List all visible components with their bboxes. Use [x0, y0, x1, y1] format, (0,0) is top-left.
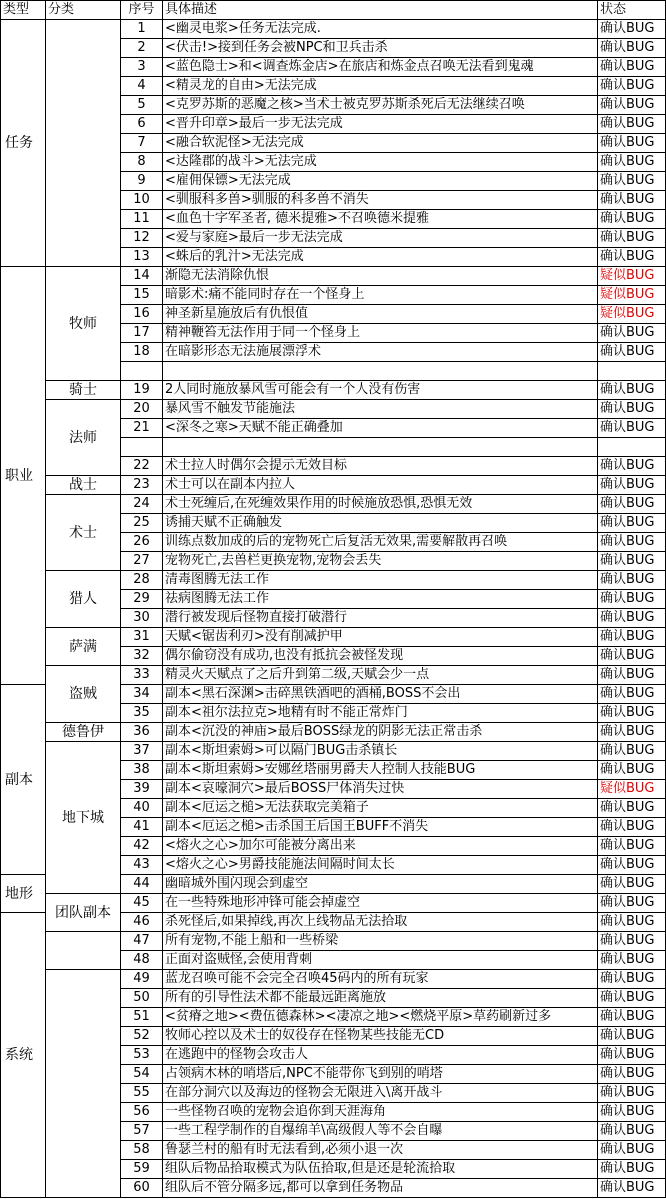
- row-description: [163, 438, 598, 457]
- table-row: [1, 476, 666, 495]
- row-number: 25: [121, 514, 163, 533]
- row-description: 副本<厄运之槌>击杀国王后国王BUFF不消失: [163, 818, 598, 837]
- row-number: 38: [121, 761, 163, 780]
- row-number: 55: [121, 1084, 163, 1103]
- row-number: 28: [121, 571, 163, 590]
- row-status: 确认BUG: [598, 96, 666, 115]
- row-number: [121, 438, 163, 457]
- row-description: 清毒图腾无法工作: [163, 571, 598, 590]
- row-number: 23: [121, 476, 163, 495]
- row-number: 13: [121, 248, 163, 267]
- row-number: 32: [121, 647, 163, 666]
- header-description: 具体描述: [163, 1, 598, 20]
- category-cell: 萨满: [46, 628, 121, 666]
- header-type: 类型: [1, 1, 46, 20]
- row-description: <幽灵电浆>任务无法完成.: [163, 20, 598, 39]
- category-cell: 术士: [46, 495, 121, 571]
- category-cell: 地下城: [46, 742, 121, 894]
- row-description: 在逃跑中的怪物会攻击人: [163, 1046, 598, 1065]
- row-number: 9: [121, 172, 163, 191]
- row-description: <血色十字军圣者, 德米提雅>不召唤德米提雅: [163, 210, 598, 229]
- row-status: 确认BUG: [598, 248, 666, 267]
- row-status: 确认BUG: [598, 172, 666, 191]
- row-description: [163, 362, 598, 381]
- table-row: [1, 666, 666, 685]
- row-description: 渐隐无法消除仇恨: [163, 267, 598, 286]
- row-description: 潜行被发现后怪物直接打破潜行: [163, 609, 598, 628]
- table-row: [1, 932, 666, 951]
- row-description: 正面对盗贼怪,会使用背刺: [163, 951, 598, 970]
- type-cell: 职业: [1, 267, 46, 685]
- row-status: 确认BUG: [598, 761, 666, 780]
- row-status: 确认BUG: [598, 210, 666, 229]
- row-number: 16: [121, 305, 163, 324]
- row-description: 2人同时施放暴风雪可能会有一个人没有伤害: [163, 381, 598, 400]
- row-status: 疑似BUG: [598, 780, 666, 799]
- row-number: 33: [121, 666, 163, 685]
- row-status: 确认BUG: [598, 989, 666, 1008]
- row-number: 60: [121, 1179, 163, 1198]
- row-description: 组队后不管分隔多远,都可以拿到任务物品: [163, 1179, 598, 1198]
- row-description: 天赋<锯齿利刃>没有削减护甲: [163, 628, 598, 647]
- table-body: [1, 20, 666, 1198]
- row-number: 15: [121, 286, 163, 305]
- row-number: 30: [121, 609, 163, 628]
- category-cell: [46, 20, 121, 267]
- row-number: 3: [121, 58, 163, 77]
- row-description: 训练点数加成的后的宠物死亡后复活无效果,需要解散再召唤: [163, 533, 598, 552]
- row-status: 确认BUG: [598, 552, 666, 571]
- row-status: 确认BUG: [598, 913, 666, 932]
- row-status: 确认BUG: [598, 590, 666, 609]
- row-number: 6: [121, 115, 163, 134]
- header-row: [1, 1, 666, 20]
- row-description: 在一些特殊地形冲锋可能会掉虚空: [163, 894, 598, 913]
- row-description: 所有宠物,不能上船和一些桥梁: [163, 932, 598, 951]
- category-cell: [46, 970, 121, 1198]
- row-status: 确认BUG: [598, 381, 666, 400]
- category-cell: 战士: [46, 476, 121, 495]
- row-description: 在暗影形态无法施展漂浮术: [163, 343, 598, 362]
- row-status: 确认BUG: [598, 533, 666, 552]
- row-number: 1: [121, 20, 163, 39]
- row-status: 确认BUG: [598, 1160, 666, 1179]
- row-status: 确认BUG: [598, 742, 666, 761]
- table-row: [1, 894, 666, 913]
- row-description: <蓝色隐士>和<调查炼金店>在旅店和炼金点召唤无法看到鬼魂: [163, 58, 598, 77]
- row-number: 5: [121, 96, 163, 115]
- category-cell: 骑士: [46, 381, 121, 400]
- row-status: 确认BUG: [598, 970, 666, 989]
- row-number: 18: [121, 343, 163, 362]
- row-description: <熔火之心>加尔可能被分离出来: [163, 837, 598, 856]
- row-number: 12: [121, 229, 163, 248]
- row-description: <晋升印章>最后一步无法完成: [163, 115, 598, 134]
- row-description: 副本<沉没的神庙>最后BOSS绿龙的阴影无法正常击杀: [163, 723, 598, 742]
- row-status: 确认BUG: [598, 1027, 666, 1046]
- row-status: 确认BUG: [598, 39, 666, 58]
- row-status: 确认BUG: [598, 476, 666, 495]
- category-cell: 牧师: [46, 267, 121, 381]
- row-status: 疑似BUG: [598, 286, 666, 305]
- row-description: 蓝龙召唤可能不会完全召唤45码内的所有玩家: [163, 970, 598, 989]
- row-description: 副本<哀嚎洞穴>最后BOSS尸体消失过快: [163, 780, 598, 799]
- row-number: 45: [121, 894, 163, 913]
- row-description: 组队后物品拾取模式为队伍拾取,但是还是轮流拾取: [163, 1160, 598, 1179]
- row-description: 牧师心控以及术士的奴役存在怪物某些技能无CD: [163, 1027, 598, 1046]
- row-description: 鲁瑟兰村的船有时无法看到,必须小退一次: [163, 1141, 598, 1160]
- row-status: 确认BUG: [598, 1008, 666, 1027]
- row-status: 确认BUG: [598, 1141, 666, 1160]
- row-status: 确认BUG: [598, 115, 666, 134]
- table-row: [1, 267, 666, 286]
- row-number: 7: [121, 134, 163, 153]
- row-status: 确认BUG: [598, 932, 666, 951]
- row-description: <精灵龙的自由>无法完成: [163, 77, 598, 96]
- row-number: 54: [121, 1065, 163, 1084]
- row-description: <伏击!>接到任务会被NPC和卫兵击杀: [163, 39, 598, 58]
- row-number: 43: [121, 856, 163, 875]
- row-status: 确认BUG: [598, 324, 666, 343]
- row-number: 37: [121, 742, 163, 761]
- row-number: 2: [121, 39, 163, 58]
- row-number: 42: [121, 837, 163, 856]
- row-status: 确认BUG: [598, 951, 666, 970]
- row-status: 确认BUG: [598, 229, 666, 248]
- row-number: 27: [121, 552, 163, 571]
- header-category: 分类: [46, 1, 121, 20]
- row-description: 偶尔偷窃没有成功,也没有抵抗会被怪发现: [163, 647, 598, 666]
- category-cell: 团队副本: [46, 894, 121, 932]
- row-description: 幽暗城外围闪现会到虚空: [163, 875, 598, 894]
- row-description: <达隆郡的战斗>无法完成: [163, 153, 598, 172]
- header-number: 序号: [121, 1, 163, 20]
- row-description: 暗影术:痛不能同时存在一个怪身上: [163, 286, 598, 305]
- row-number: 36: [121, 723, 163, 742]
- row-number: 34: [121, 685, 163, 704]
- row-status: 确认BUG: [598, 514, 666, 533]
- row-status: 确认BUG: [598, 818, 666, 837]
- table-row: [1, 20, 666, 39]
- row-number: 41: [121, 818, 163, 837]
- row-number: 24: [121, 495, 163, 514]
- row-status: [598, 438, 666, 457]
- row-status: 确认BUG: [598, 20, 666, 39]
- row-description: <贫瘠之地><费伍德森林><凄凉之地><燃烧平原>草药刷新过多: [163, 1008, 598, 1027]
- row-number: 46: [121, 913, 163, 932]
- row-status: 确认BUG: [598, 723, 666, 742]
- row-description: 所有的引导性法术都不能最远距离施放: [163, 989, 598, 1008]
- row-number: 17: [121, 324, 163, 343]
- row-number: [121, 362, 163, 381]
- row-description: 术士可以在副本内拉人: [163, 476, 598, 495]
- row-number: 59: [121, 1160, 163, 1179]
- row-number: 29: [121, 590, 163, 609]
- type-cell: 地形: [1, 875, 46, 913]
- table-row: [1, 400, 666, 419]
- row-description: 精神鞭笞无法作用于同一个怪身上: [163, 324, 598, 343]
- row-number: 10: [121, 191, 163, 210]
- row-description: <熔火之心>男爵技能施法间隔时间太长: [163, 856, 598, 875]
- row-status: 确认BUG: [598, 647, 666, 666]
- row-number: 57: [121, 1122, 163, 1141]
- row-status: 确认BUG: [598, 134, 666, 153]
- row-status: 确认BUG: [598, 1065, 666, 1084]
- row-status: 确认BUG: [598, 685, 666, 704]
- row-status: 确认BUG: [598, 77, 666, 96]
- row-status: 确认BUG: [598, 343, 666, 362]
- row-number: 48: [121, 951, 163, 970]
- row-status: 确认BUG: [598, 628, 666, 647]
- row-description: 精灵火天赋点了之后升到第二级,天赋会少一点: [163, 666, 598, 685]
- row-description: <融合软泥怪>无法完成: [163, 134, 598, 153]
- row-number: 51: [121, 1008, 163, 1027]
- row-number: 31: [121, 628, 163, 647]
- row-description: 暴风雪不触发节能施法: [163, 400, 598, 419]
- table-row: [1, 628, 666, 647]
- row-status: 确认BUG: [598, 457, 666, 476]
- row-description: <克罗苏斯的恶魔之核>当术士被克罗苏斯杀死后无法继续召唤: [163, 96, 598, 115]
- row-status: 确认BUG: [598, 1179, 666, 1198]
- table-row: [1, 742, 666, 761]
- row-description: 一些怪物召唤的宠物会追你到天涯海角: [163, 1103, 598, 1122]
- row-description: 祛病图腾无法工作: [163, 590, 598, 609]
- table-row: [1, 723, 666, 742]
- row-status: 疑似BUG: [598, 305, 666, 324]
- row-status: 确认BUG: [598, 609, 666, 628]
- row-status: 确认BUG: [598, 571, 666, 590]
- table-row: [1, 571, 666, 590]
- row-status: 确认BUG: [598, 400, 666, 419]
- category-cell: 德鲁伊: [46, 723, 121, 742]
- category-cell: 猎人: [46, 571, 121, 628]
- row-number: 39: [121, 780, 163, 799]
- row-status: 确认BUG: [598, 666, 666, 685]
- row-number: 26: [121, 533, 163, 552]
- row-status: 确认BUG: [598, 894, 666, 913]
- table-row: [1, 970, 666, 989]
- category-cell: 盗贼: [46, 666, 121, 723]
- row-number: 35: [121, 704, 163, 723]
- row-status: 确认BUG: [598, 495, 666, 514]
- row-description: 杀死怪后,如果掉线,再次上线物品无法拾取: [163, 913, 598, 932]
- row-number: 53: [121, 1046, 163, 1065]
- row-description: 副本<斯坦索姆>可以隔门BUG击杀镇长: [163, 742, 598, 761]
- row-status: 确认BUG: [598, 875, 666, 894]
- row-status: 确认BUG: [598, 1046, 666, 1065]
- row-number: 11: [121, 210, 163, 229]
- row-status: [598, 362, 666, 381]
- row-number: 50: [121, 989, 163, 1008]
- row-number: 40: [121, 799, 163, 818]
- row-status: 确认BUG: [598, 1103, 666, 1122]
- row-status: 确认BUG: [598, 153, 666, 172]
- row-description: 术士死缠后,在死缠效果作用的时候施放恐惧,恐惧无效: [163, 495, 598, 514]
- row-number: 56: [121, 1103, 163, 1122]
- row-description: <雇佣保镖>无法完成: [163, 172, 598, 191]
- row-status: 确认BUG: [598, 856, 666, 875]
- row-number: 44: [121, 875, 163, 894]
- row-number: 8: [121, 153, 163, 172]
- type-cell: 任务: [1, 20, 46, 267]
- row-number: 52: [121, 1027, 163, 1046]
- row-description: <深冬之寒>天赋不能正确叠加: [163, 419, 598, 438]
- table-row: [1, 495, 666, 514]
- row-description: <蛛后的乳汁>无法完成: [163, 248, 598, 267]
- row-description: 在部分洞穴以及海边的怪物会无限进入\离开战斗: [163, 1084, 598, 1103]
- row-status: 确认BUG: [598, 1122, 666, 1141]
- row-description: 一些工程学制作的自爆绵羊\高级假人等不会自曝: [163, 1122, 598, 1141]
- row-number: 49: [121, 970, 163, 989]
- header-status: 状态: [598, 1, 666, 20]
- row-number: 22: [121, 457, 163, 476]
- row-description: 神圣新星施放后有仇恨值: [163, 305, 598, 324]
- table-row: [1, 381, 666, 400]
- row-status: 确认BUG: [598, 191, 666, 210]
- row-description: 副本<黑石深渊>击碎黑铁酒吧的酒桶,BOSS不会出: [163, 685, 598, 704]
- type-cell: 副本: [1, 685, 46, 875]
- row-description: 宠物死亡,去兽栏更换宠物,宠物会丢失: [163, 552, 598, 571]
- category-cell: 法师: [46, 400, 121, 476]
- row-description: 副本<祖尔法拉克>地精有时不能正常炸门: [163, 704, 598, 723]
- row-description: 诱捕天赋不正确触发: [163, 514, 598, 533]
- row-status: 确认BUG: [598, 1084, 666, 1103]
- row-number: 14: [121, 267, 163, 286]
- row-status: 确认BUG: [598, 704, 666, 723]
- row-description: 副本<厄运之槌>无法获取完美箱子: [163, 799, 598, 818]
- row-status: 疑似BUG: [598, 267, 666, 286]
- row-number: 58: [121, 1141, 163, 1160]
- category-cell: [46, 932, 121, 970]
- row-status: 确认BUG: [598, 799, 666, 818]
- row-status: 确认BUG: [598, 58, 666, 77]
- row-number: 47: [121, 932, 163, 951]
- row-description: 副本<斯坦索姆>安娜丝塔丽男爵夫人控制人技能BUG: [163, 761, 598, 780]
- row-description: <驯服科多兽>驯服的科多兽不消失: [163, 191, 598, 210]
- row-number: 20: [121, 400, 163, 419]
- row-number: 19: [121, 381, 163, 400]
- row-status: 确认BUG: [598, 419, 666, 438]
- row-status: 确认BUG: [598, 837, 666, 856]
- row-number: 21: [121, 419, 163, 438]
- row-number: 4: [121, 77, 163, 96]
- row-description: 占领病木林的哨塔后,NPC不能带你飞到别的哨塔: [163, 1065, 598, 1084]
- type-cell: 系统: [1, 913, 46, 1198]
- row-description: 术士拉人时偶尔会提示无效目标: [163, 457, 598, 476]
- row-description: <爱与家庭>最后一步无法完成: [163, 229, 598, 248]
